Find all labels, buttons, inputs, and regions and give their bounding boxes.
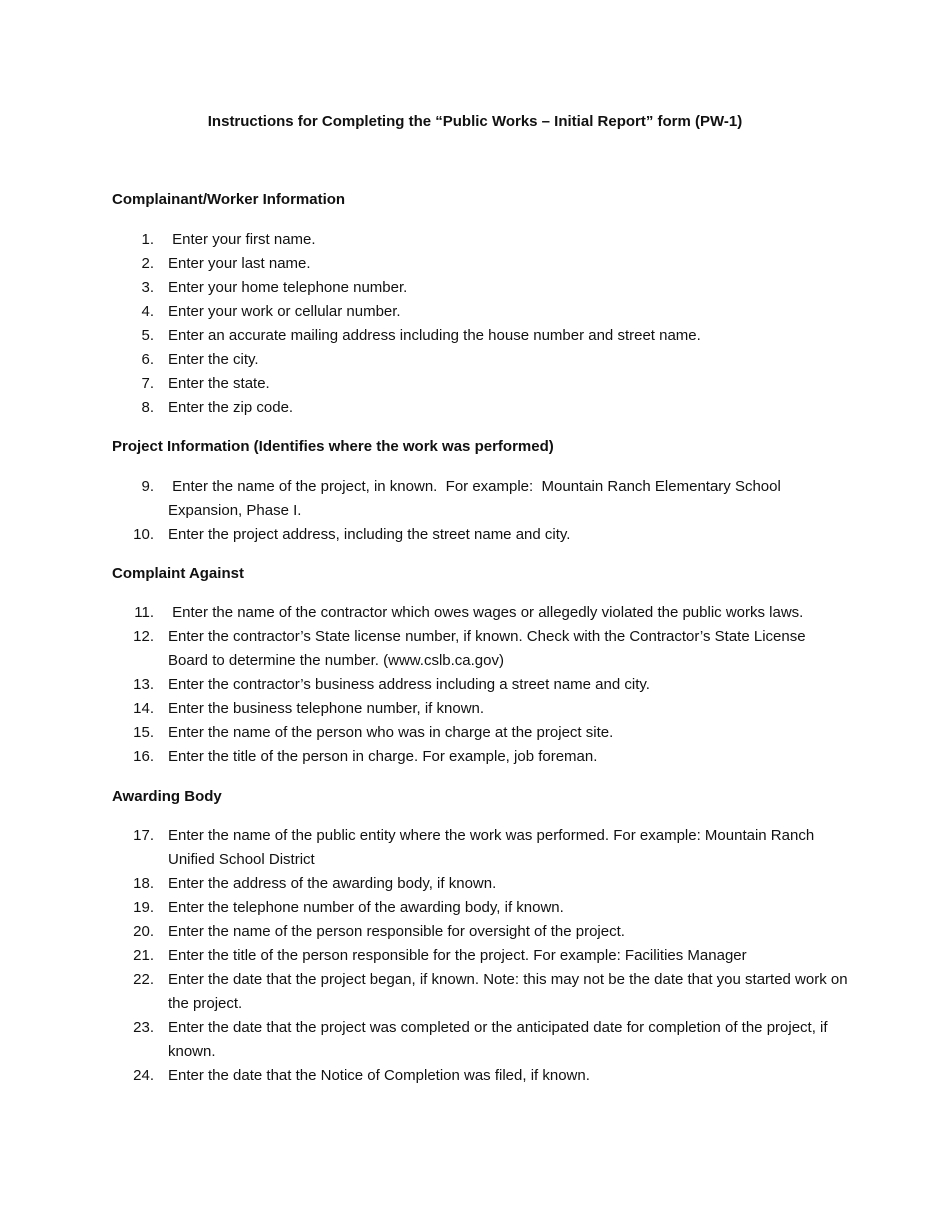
item-number: 2. <box>141 255 154 272</box>
list-item <box>0 372 950 396</box>
item-text: Enter the name of the person who was in charge at the project site. <box>168 724 614 741</box>
item-number: 12. <box>133 628 154 645</box>
item-text: Enter an accurate mailing address including the house number and street name. <box>168 327 701 344</box>
list-item <box>0 300 950 324</box>
item-text: Enter the title of the person in charge. For example, job foreman. <box>168 748 598 765</box>
item-text: Enter the name of the person responsible for oversight of the project. <box>168 923 625 940</box>
item-number: 23. <box>133 1019 154 1036</box>
list-item <box>0 601 950 625</box>
document-title: Instructions for Completing the “Public Works – Initial Report” form (PW-1) <box>207 113 743 130</box>
item-text: Enter the contractor’s State license number, if known. Check with the Contractor’s State License Board to determine the number. (www.cslb.ca.gov) <box>168 628 806 669</box>
item-text: Enter the title of the person responsible for the project. For example: Facilities Manager <box>168 947 747 964</box>
item-number: 14. <box>133 700 154 717</box>
item-number: 13. <box>133 676 154 693</box>
item-text: Enter the date that the Notice of Completion was filed, if known. <box>168 1067 590 1084</box>
list-item <box>0 475 950 523</box>
item-text: Enter the project address, including the street name and city. <box>168 526 571 543</box>
list-item <box>0 697 950 721</box>
list-item <box>0 252 950 276</box>
item-text: Enter the state. <box>168 375 270 392</box>
list-complaint-against <box>0 601 950 769</box>
list-item <box>0 824 950 872</box>
item-number: 10. <box>133 526 154 543</box>
list-item <box>0 1016 950 1064</box>
item-number: 17. <box>133 827 154 844</box>
item-text: Enter the name of the project, in known. For example: Mountain Ranch Elementary School Expansion, Phase I. <box>168 478 785 519</box>
item-number: 5. <box>141 327 154 344</box>
list-item <box>0 228 950 252</box>
list-item <box>0 396 950 420</box>
section-heading-complaint-against: Complaint Against <box>112 565 244 582</box>
item-text: Enter the contractor’s business address including a street name and city. <box>168 676 650 693</box>
item-text: Enter the date that the project began, if known. Note: this may not be the date that you started work on the project. <box>168 971 848 1012</box>
list-item <box>0 944 950 968</box>
list-item <box>0 625 950 673</box>
list-item <box>0 721 950 745</box>
list-project <box>0 475 950 547</box>
section-heading-project: Project Information (Identifies where the work was performed) <box>112 438 554 455</box>
item-text: Enter your home telephone number. <box>168 279 408 296</box>
item-number: 3. <box>141 279 154 296</box>
list-item <box>0 968 950 1016</box>
item-number: 1. <box>141 231 154 248</box>
item-text: Enter your first name. <box>168 231 316 248</box>
item-number: 18. <box>133 875 154 892</box>
list-item <box>0 276 950 300</box>
list-item <box>0 745 950 769</box>
item-number: 4. <box>141 303 154 320</box>
list-awarding-body <box>0 824 950 1088</box>
list-item <box>0 1064 950 1088</box>
item-number: 16. <box>133 748 154 765</box>
item-number: 19. <box>133 899 154 916</box>
item-number: 6. <box>141 351 154 368</box>
item-number: 24. <box>133 1067 154 1084</box>
list-item <box>0 523 950 547</box>
item-text: Enter your work or cellular number. <box>168 303 401 320</box>
list-item <box>0 872 950 896</box>
list-item <box>0 348 950 372</box>
item-text: Enter the name of the public entity where the work was performed. For example: Mountain Ranch Unified School District <box>168 827 815 868</box>
item-number: 20. <box>133 923 154 940</box>
item-text: Enter the city. <box>168 351 259 368</box>
item-number: 21. <box>133 947 154 964</box>
list-item <box>0 896 950 920</box>
item-text: Enter your last name. <box>168 255 311 272</box>
item-text: Enter the name of the contractor which owes wages or allegedly violated the public works laws. <box>168 604 804 621</box>
section-heading-complainant: Complainant/Worker Information <box>112 191 346 208</box>
list-item <box>0 920 950 944</box>
item-text: Enter the telephone number of the awarding body, if known. <box>168 899 564 916</box>
item-number: 7. <box>141 375 154 392</box>
item-text: Enter the zip code. <box>168 399 294 416</box>
list-item <box>0 324 950 348</box>
item-number: 8. <box>141 399 154 416</box>
section-heading-awarding-body: Awarding Body <box>112 788 222 805</box>
list-complainant <box>0 228 950 420</box>
item-number: 15. <box>133 724 154 741</box>
item-text: Enter the business telephone number, if known. <box>168 700 485 717</box>
list-item <box>0 673 950 697</box>
item-text: Enter the date that the project was completed or the anticipated date for completion of the project, if known. <box>168 1019 828 1060</box>
item-text: Enter the address of the awarding body, if known. <box>168 875 497 892</box>
item-number: 9. <box>141 478 154 495</box>
item-number: 22. <box>133 971 154 988</box>
item-number: 11. <box>134 604 154 621</box>
